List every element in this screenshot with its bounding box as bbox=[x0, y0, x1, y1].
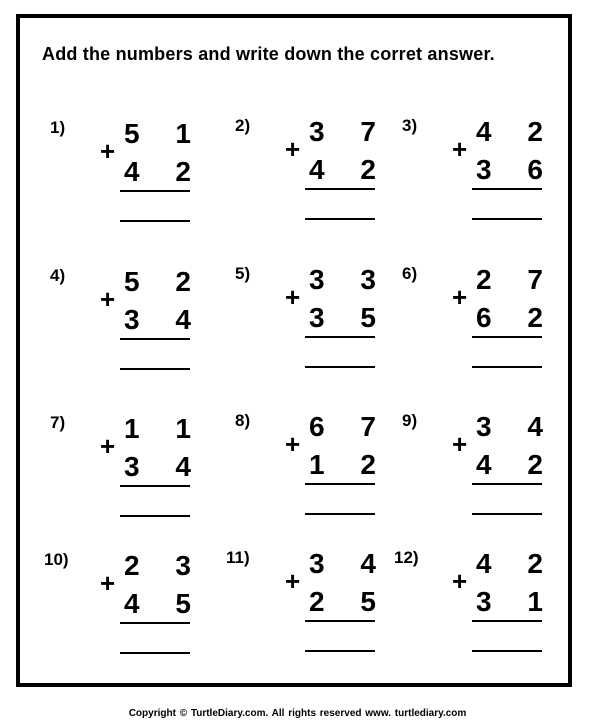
bottom-number: 3 1 bbox=[476, 586, 557, 617]
problem-2 bbox=[235, 116, 405, 246]
plus-sign: + bbox=[452, 566, 468, 596]
problem-5 bbox=[235, 264, 405, 394]
problem-number: 12) bbox=[394, 548, 419, 567]
bottom-number: 4 2 bbox=[309, 154, 390, 185]
sum-line bbox=[472, 188, 542, 190]
sum-line bbox=[120, 622, 190, 624]
worksheet-frame bbox=[16, 14, 572, 687]
bottom-number: 1 2 bbox=[309, 449, 390, 480]
bottom-number: 2 5 bbox=[309, 586, 390, 617]
plus-sign: + bbox=[452, 282, 468, 312]
problem-number: 3) bbox=[402, 116, 418, 135]
answer-line bbox=[305, 366, 375, 368]
problem-6 bbox=[402, 264, 572, 394]
problem-number: 6) bbox=[402, 264, 418, 283]
sum-line bbox=[305, 336, 375, 338]
sum-line bbox=[120, 338, 190, 340]
top-number: 3 7 bbox=[309, 116, 390, 147]
bottom-number: 3 6 bbox=[476, 154, 557, 185]
problem-number: 4) bbox=[50, 266, 66, 285]
problem-number: 8) bbox=[235, 411, 251, 430]
bottom-number: 6 2 bbox=[476, 302, 557, 333]
answer-line bbox=[305, 513, 375, 515]
bottom-number: 4 5 bbox=[124, 588, 205, 619]
bottom-number: 3 5 bbox=[309, 302, 390, 333]
top-number: 6 7 bbox=[309, 411, 390, 442]
answer-line bbox=[120, 515, 190, 517]
problem-number: 2) bbox=[235, 116, 251, 135]
top-number: 5 2 bbox=[124, 266, 205, 297]
problem-9 bbox=[402, 411, 572, 541]
answer-line bbox=[472, 218, 542, 220]
problem-11 bbox=[226, 548, 396, 678]
sum-line bbox=[120, 190, 190, 192]
plus-sign: + bbox=[285, 134, 301, 164]
top-number: 5 1 bbox=[124, 118, 205, 149]
top-number: 3 4 bbox=[476, 411, 557, 442]
plus-sign: + bbox=[285, 282, 301, 312]
plus-sign: + bbox=[452, 134, 468, 164]
top-number: 3 4 bbox=[309, 548, 390, 579]
sum-line bbox=[120, 485, 190, 487]
problem-7 bbox=[50, 413, 220, 543]
plus-sign: + bbox=[100, 568, 116, 598]
problem-number: 10) bbox=[44, 550, 69, 569]
instructions-heading: Add the numbers and write down the corret answer. bbox=[42, 44, 495, 64]
answer-line bbox=[472, 513, 542, 515]
plus-sign: + bbox=[285, 566, 301, 596]
top-number: 1 1 bbox=[124, 413, 205, 444]
top-number: 4 2 bbox=[476, 116, 557, 147]
problem-number: 5) bbox=[235, 264, 251, 283]
answer-line bbox=[120, 652, 190, 654]
problem-4 bbox=[50, 266, 220, 396]
answer-line bbox=[472, 366, 542, 368]
plus-sign: + bbox=[452, 429, 468, 459]
problem-12 bbox=[394, 548, 564, 678]
problem-8 bbox=[235, 411, 405, 541]
answer-line bbox=[472, 650, 542, 652]
sum-line bbox=[472, 483, 542, 485]
answer-line bbox=[120, 220, 190, 222]
bottom-number: 4 2 bbox=[124, 156, 205, 187]
problem-10 bbox=[44, 550, 214, 680]
top-number: 2 3 bbox=[124, 550, 205, 581]
plus-sign: + bbox=[100, 431, 116, 461]
top-number: 2 7 bbox=[476, 264, 557, 295]
answer-line bbox=[305, 650, 375, 652]
sum-line bbox=[305, 188, 375, 190]
problem-1 bbox=[50, 118, 220, 248]
problem-number: 7) bbox=[50, 413, 66, 432]
bottom-number: 3 4 bbox=[124, 451, 205, 482]
sum-line bbox=[305, 620, 375, 622]
problem-number: 9) bbox=[402, 411, 418, 430]
answer-line bbox=[120, 368, 190, 370]
copyright-footer: Copyright © TurtleDiary.com. All rights reserved www. turtlediary.com bbox=[128, 708, 467, 719]
plus-sign: + bbox=[100, 284, 116, 314]
top-number: 3 3 bbox=[309, 264, 390, 295]
sum-line bbox=[472, 620, 542, 622]
plus-sign: + bbox=[285, 429, 301, 459]
bottom-number: 3 4 bbox=[124, 304, 205, 335]
plus-sign: + bbox=[100, 136, 116, 166]
problem-number: 1) bbox=[50, 118, 66, 137]
bottom-number: 4 2 bbox=[476, 449, 557, 480]
problem-3 bbox=[402, 116, 572, 246]
answer-line bbox=[305, 218, 375, 220]
top-number: 4 2 bbox=[476, 548, 557, 579]
problem-number: 11) bbox=[226, 548, 250, 567]
sum-line bbox=[305, 483, 375, 485]
sum-line bbox=[472, 336, 542, 338]
